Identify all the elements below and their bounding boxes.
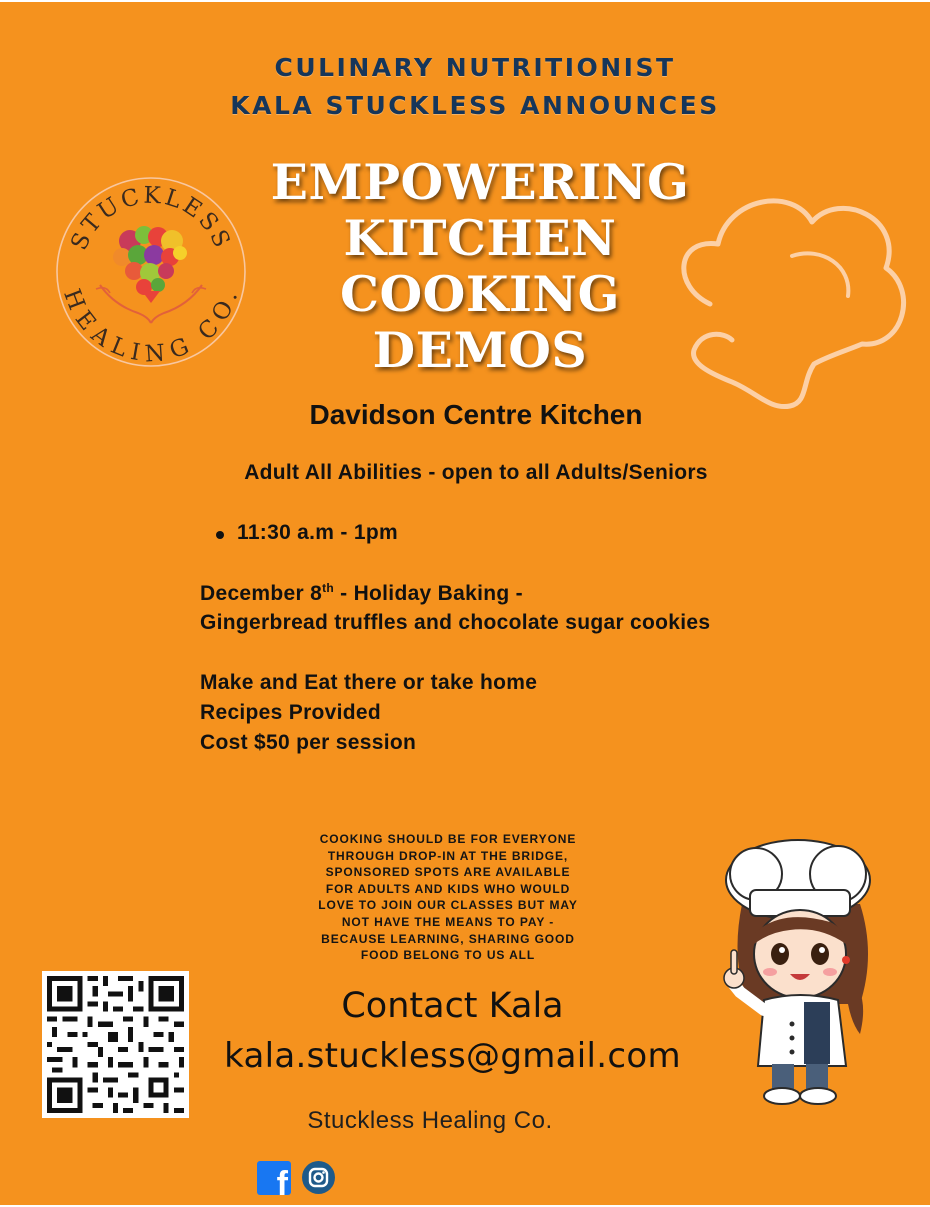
blurb-line: LOVE TO JOIN OUR CLASSES BUT MAY [318, 898, 578, 913]
title-line-1: EMPOWERING [270, 153, 690, 211]
bullet-dot [216, 531, 224, 539]
instagram-icon[interactable] [302, 1161, 335, 1194]
session-theme: - Holiday Baking - [334, 582, 523, 605]
session-date-suffix: th [322, 581, 335, 595]
blurb-line: FOR ADULTS AND KIDS WHO WOULD [325, 881, 571, 896]
contact-email[interactable]: kala.stuckless@gmail.com [224, 1036, 681, 1076]
blurb-line: FOOD BELONG TO US ALL [360, 948, 536, 963]
detail-cost: Cost $50 per session [200, 731, 417, 754]
contact-heading: Contact Kala [341, 986, 564, 1026]
qr-code-icon [42, 971, 189, 1118]
fruit-heart-icon [113, 226, 187, 303]
blurb-line: THROUGH DROP-IN AT THE BRIDGE, [327, 848, 569, 863]
header-line-2: KALA STUCKLESS ANNOUNCES [230, 91, 720, 120]
blurb-line: COOKING SHOULD BE FOR EVERYONE [319, 832, 577, 846]
facebook-letter: f [276, 1165, 288, 1195]
time: 11:30 a.m - 1pm [237, 521, 398, 544]
stuckless-healing-logo [52, 173, 250, 371]
blurb-line: BECAUSE LEARNING, SHARING GOOD [321, 931, 575, 946]
instagram-glyph-icon [302, 1161, 335, 1194]
blurb-line: SPONSORED SPOTS ARE AVAILABLE [325, 865, 571, 880]
title-line-3: COOKING [339, 265, 620, 323]
company-name: Stuckless Healing Co. [307, 1107, 553, 1134]
venue: Davidson Centre Kitchen [309, 399, 643, 430]
facebook-icon[interactable] [257, 1161, 291, 1195]
session-date-line [200, 581, 523, 606]
logo-bottom-text: HEALING CO. [58, 285, 244, 368]
session-menu: Gingerbread truffles and chocolate sugar cookies [200, 611, 711, 634]
audience: Adult All Abilities - open to all Adults/Seniors [244, 461, 708, 484]
title-line-2: KITCHEN [343, 209, 617, 267]
detail-take-home: Make and Eat there or take home [200, 671, 538, 694]
logo-top-text: STUCKLESS [66, 182, 236, 255]
header-line-1: CULINARY NUTRITIONIST [274, 53, 676, 82]
blurb-line: NOT HAVE THE MEANS TO PAY - [341, 914, 555, 929]
title-line-4: DEMOS [372, 321, 588, 379]
qr-code[interactable] [42, 971, 189, 1118]
detail-recipes: Recipes Provided [200, 701, 382, 724]
chef-girl-illustration [720, 834, 880, 1108]
sponsorship-blurb [300, 831, 596, 964]
session-date: December 8 [200, 582, 323, 605]
